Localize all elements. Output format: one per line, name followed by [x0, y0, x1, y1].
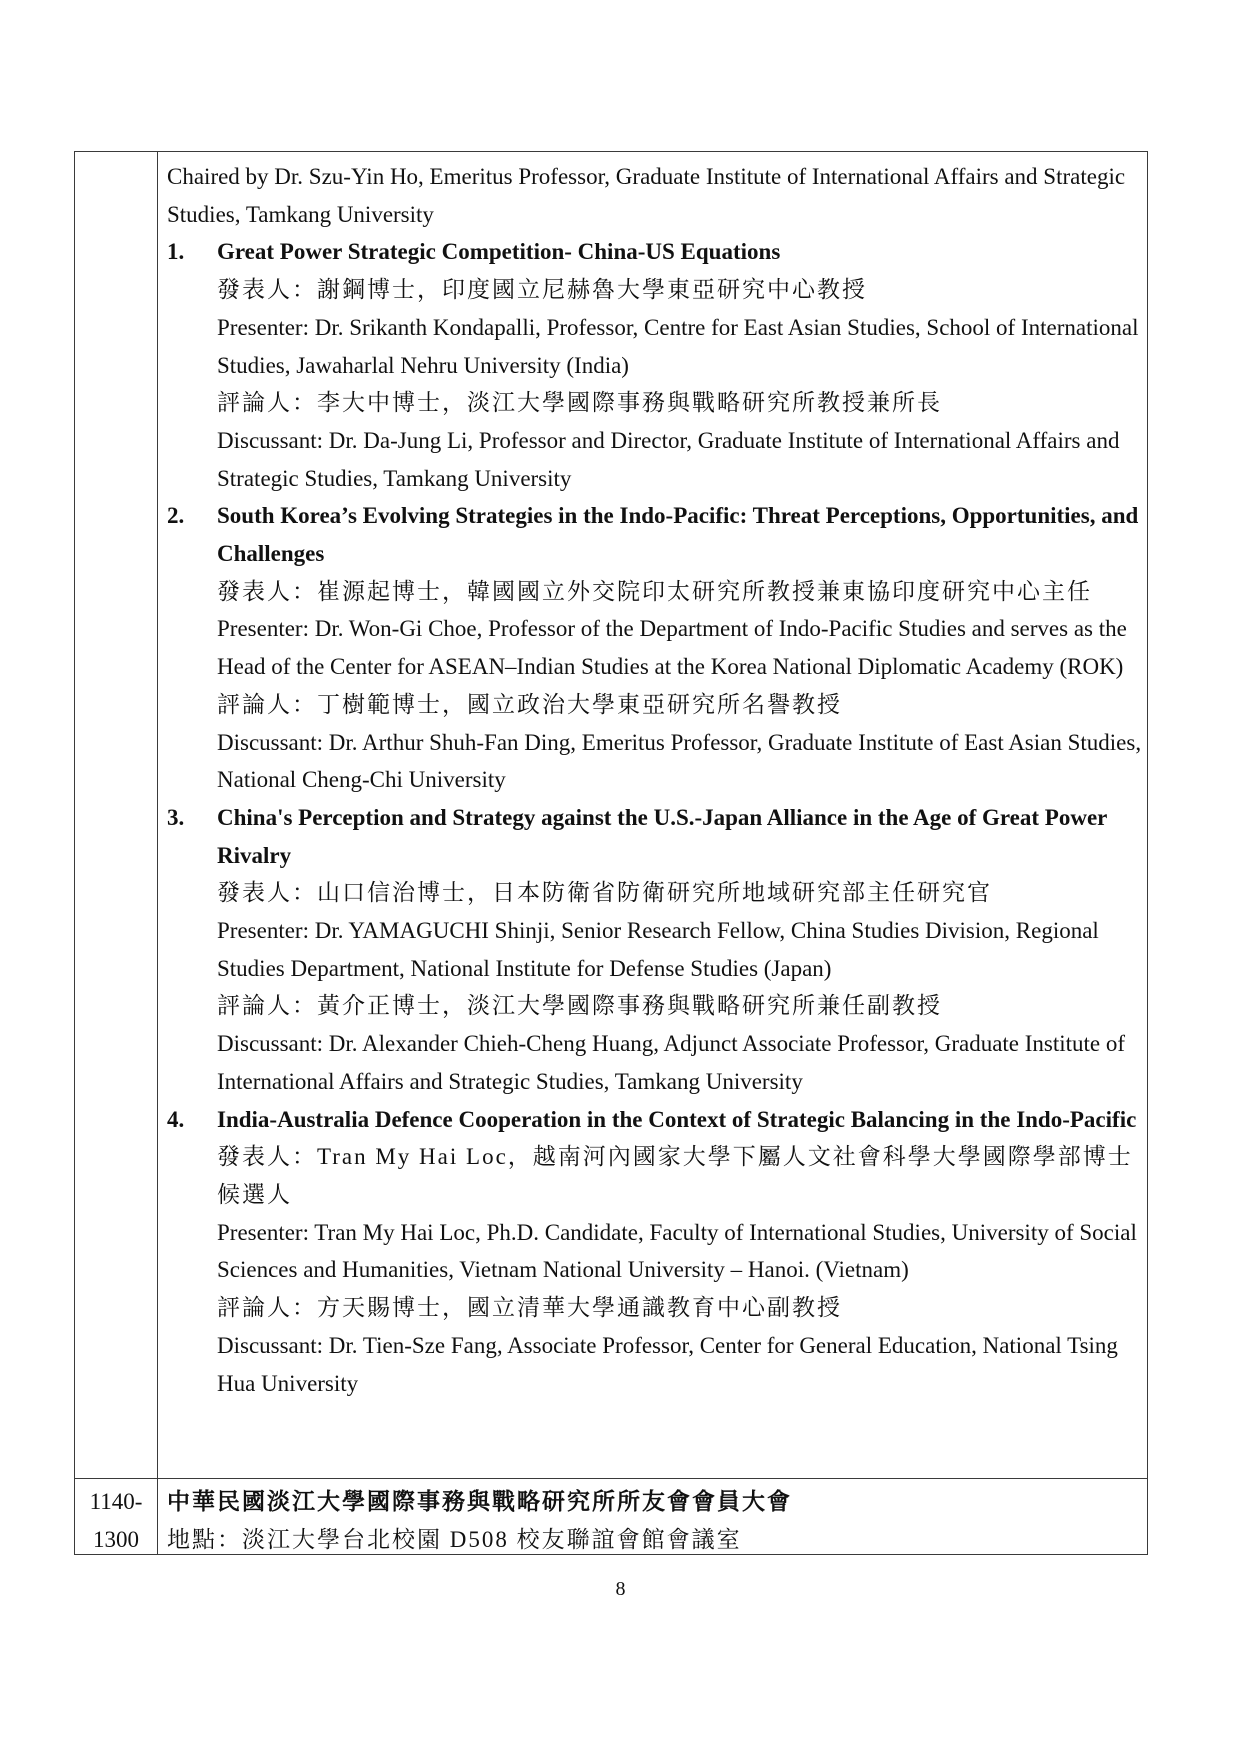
paper-number: 4. — [167, 1106, 185, 1132]
discussant-zh: 評論人：黃介正博士，淡江大學國際事務與戰略研究所兼任副教授 — [217, 993, 942, 1019]
event-cell — [167, 1483, 1142, 1558]
discussant-zh: 評論人：丁樹範博士，國立政治大學東亞研究所名譽教授 — [217, 691, 842, 717]
event-title: 中華民國淡江大學國際事務與戰略研究所所友會會員大會 — [167, 1489, 792, 1514]
presenter-en: Presenter: Dr. YAMAGUCHI Shinji, Senior Research Fellow, China Studies Division, Regional Studies Department, National Institute for Defense Studies (Japan) — [217, 918, 1099, 981]
paper-number: 2. — [167, 503, 185, 529]
paper-item — [167, 799, 1142, 1101]
paper-title: India-Australia Defence Cooperation in the Context of Strategic Balancing in the Indo-Pacific — [217, 1106, 1137, 1132]
presenter-en: Presenter: Dr. Won-Gi Choe, Professor of the Department of Indo-Pacific Studies and serves as the Head of the Center for ASEAN–Indian Studies at the Korea National Diplomatic Academy (ROK) — [217, 616, 1127, 680]
schedule-table — [74, 151, 1148, 1555]
paper-item — [167, 1101, 1142, 1403]
paper-title: South Korea’s Evolving Strategies in the Indo-Pacific: Threat Perceptions, Opportunities, and Challenges — [217, 503, 1139, 567]
discussant-en: Discussant: Dr. Alexander Chieh-Cheng Huang, Adjunct Associate Professor, Graduate Institute of International Affairs and Strategic Studies, Tamkang University — [217, 1031, 1126, 1094]
presenter-zh: 發表人：Tran My Hai Loc，越南河內國家大學下屬人文社會科學大學國際學部博士候選人 — [217, 1144, 1133, 1207]
time-end: 1300 — [93, 1526, 139, 1552]
paper-number: 3. — [167, 804, 185, 830]
discussant-en: Discussant: Dr. Da-Jung Li, Professor and Director, Graduate Institute of International Affairs and Strategic Studies, Tamkang University — [217, 427, 1120, 491]
paper-item — [167, 233, 1142, 497]
presenter-zh: 發表人：崔源起博士，韓國國立外交院印太研究所教授兼東協印度研究中心主任 — [217, 578, 1092, 604]
paper-title: Great Power Strategic Competition- China-US Equations — [217, 239, 781, 265]
session-cell — [167, 158, 1142, 1402]
time-start: 1140- — [89, 1489, 143, 1514]
discussant-en: Discussant: Dr. Tien-Sze Fang, Associate Professor, Center for General Education, National Tsing Hua University — [217, 1332, 1118, 1396]
page-number: 8 — [615, 1578, 626, 1600]
paper-title: China's Perception and Strategy against the U.S.-Japan Alliance in the Age of Great Power Rivalry — [217, 804, 1107, 868]
row-divider — [75, 1478, 1147, 1479]
presenter-en: Presenter: Tran My Hai Loc, Ph.D. Candidate, Faculty of International Studies, University of Social Sciences and Humanities, Vietnam National University – Hanoi. (Vietnam) — [217, 1219, 1137, 1283]
time-cell — [75, 1483, 157, 1558]
presenter-zh: 發表人：謝鋼博士，印度國立尼赫魯大學東亞研究中心教授 — [217, 277, 867, 303]
presenter-en: Presenter: Dr. Srikanth Kondapalli, Professor, Centre for East Asian Studies, School of International Studies, Jawaharlal Nehru University (India) — [217, 314, 1139, 378]
paper-number: 1. — [167, 239, 185, 265]
discussant-en: Discussant: Dr. Arthur Shuh-Fan Ding, Emeritus Professor, Graduate Institute of East Asian Studies, National Cheng-Chi University — [217, 729, 1142, 793]
discussant-zh: 評論人：方天賜博士，國立清華大學通識教育中心副教授 — [217, 1295, 842, 1321]
column-divider — [157, 152, 158, 1554]
paper-item — [167, 497, 1142, 799]
event-location: 地點：淡江大學台北校園 D508 校友聯誼會館會議室 — [167, 1526, 742, 1552]
discussant-zh: 評論人：李大中博士，淡江大學國際事務與戰略研究所教授兼所長 — [217, 390, 942, 416]
presenter-zh: 發表人：山口信治博士，日本防衛省防衛研究所地域研究部主任研究官 — [217, 880, 992, 906]
session-chair: Chaired by Dr. Szu-Yin Ho, Emeritus Professor, Graduate Institute of International Affairs and Strategic Studies, Tamkang University — [167, 164, 1126, 227]
